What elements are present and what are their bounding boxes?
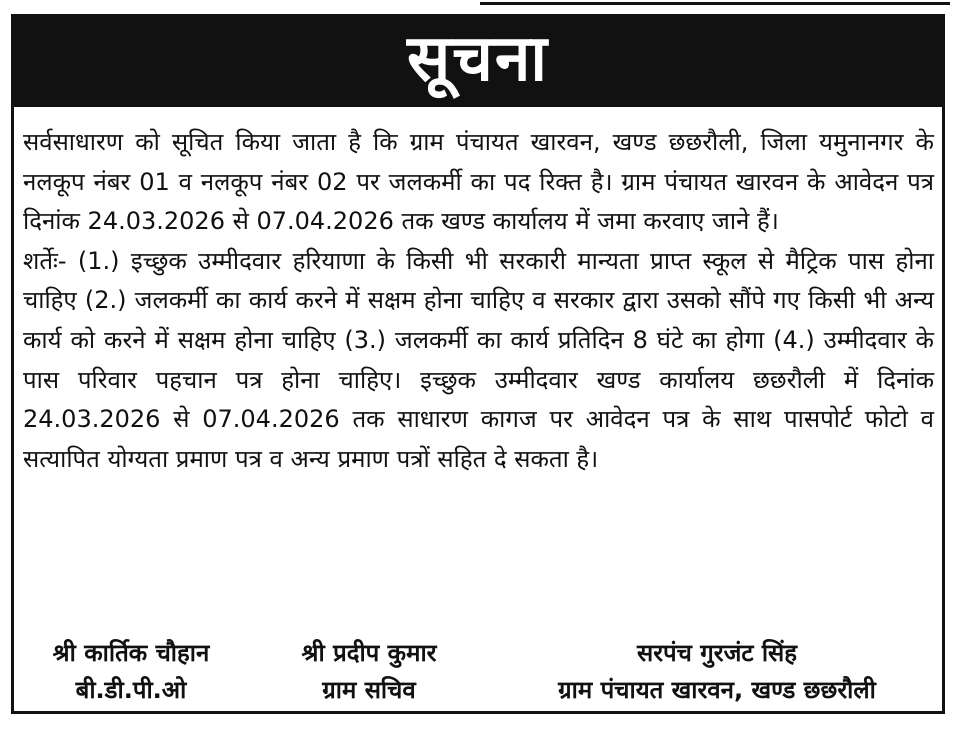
signatory-designation: ग्राम पंचायत खारवन, खण्ड छछरौली bbox=[558, 676, 876, 704]
signatory-secretary bbox=[274, 635, 464, 709]
signatory-name: श्री प्रदीप कुमार bbox=[301, 639, 437, 667]
signatory-sarpanch bbox=[502, 635, 932, 709]
notice-title: सूचना bbox=[407, 22, 549, 96]
notice-body bbox=[14, 107, 942, 479]
notice-box bbox=[11, 14, 945, 714]
signatory-bdpo bbox=[26, 635, 236, 709]
signatory-designation: बी.डी.पी.ओ bbox=[75, 676, 187, 704]
signature-block bbox=[14, 635, 942, 709]
signatory-name: सरपंच गुरजंट सिंह bbox=[636, 639, 798, 667]
notice-header bbox=[14, 17, 942, 107]
signatory-designation: ग्राम सचिव bbox=[322, 676, 416, 704]
notice-paragraph-intro: सर्वसाधारण को सूचित किया जाता है कि ग्राम पंचायत खारवन, खण्ड छछरौली, जिला यमुनानगर के नलकूप नंबर 01 व नलकूप नंबर 02 पर जलकर्मी का पद रिक्त है। ग्राम पंचायत खारवन के आवेदन पत्र दिनांक 24.03.2026 से 07.04.2026 तक खण्ड कार्यालय में जमा करवाए जाने हैं। bbox=[23, 128, 934, 236]
signatory-name: श्री कार्तिक चौहान bbox=[52, 639, 210, 667]
notice-paragraph-conditions: शर्तेः- (1.) इच्छुक उम्मीदवार हरियाणा के किसी भी सरकारी मान्यता प्राप्त स्कूल से मैट्रिक पास होना चाहिए (2.) जलकर्मी का कार्य करने में सक्षम होना चाहिए व सरकार द्वारा उसको सौंपे गए किसी भी अन्य कार्य को करने में सक्षम होना चाहिए (3.) जलकर्मी का कार्य प्रतिदिन 8 घंटे का होगा (4.) उम्मीदवार के पास परिवार पहचान पत्र होना चाहिए। इच्छुक उम्मीदवार खण्ड कार्यालय छछरौली में दिनांक 24.03.2026 से 07.04.2026 तक साधारण कागज पर आवेदन पत्र के साथ पासपोर्ट फोटो व सत्यापित योग्यता प्रमाण पत्र व अन्य प्रमाण पत्रों सहित दे सकता है। bbox=[23, 246, 934, 473]
top-rule bbox=[480, 2, 950, 5]
